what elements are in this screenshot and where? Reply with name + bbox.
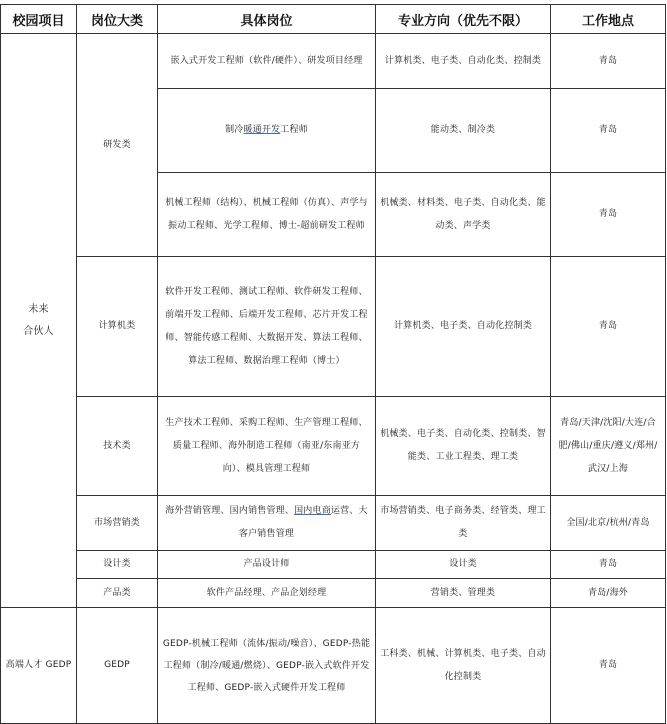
major-cell: 市场营销类、电子商务类、经管类、理工类: [376, 496, 551, 551]
table-row: [1, 397, 666, 496]
table-header-row: [1, 5, 666, 34]
location-cell: 青岛: [551, 34, 666, 89]
category-rd: 研发类: [77, 34, 158, 257]
position-text-post: 运营、大客户销售管理: [238, 506, 368, 539]
category-gedp: GEDP: [77, 608, 158, 724]
category-tech: 技术类: [77, 397, 158, 496]
table-row: [1, 496, 666, 551]
position-cell: 软件产品经理、产品企划经理: [158, 579, 376, 608]
category-computer: 计算机类: [77, 257, 158, 397]
category-product: 产品类: [77, 579, 158, 608]
program-gedp: 高端人才 GEDP: [1, 608, 77, 724]
table-row: [1, 34, 666, 89]
position-text-pre: 海外营销管理、国内销售管理、: [165, 506, 295, 516]
major-cell: 设计类: [376, 551, 551, 579]
major-cell: 机械类、材料类、电子类、自动化类、能动类、声学类: [376, 173, 551, 257]
major-cell: 计算机类、电子类、自动化类、控制类: [376, 34, 551, 89]
major-cell: 营销类、管理类: [376, 579, 551, 608]
position-text-pre: 制冷: [225, 125, 244, 135]
major-cell: 工科类、机械、计算机类、电子类、自动化控制类: [376, 608, 551, 724]
category-design: 设计类: [77, 551, 158, 579]
position-cell: GEDP-机械工程师（流体/振动/噪音）、GEDP-热能工程师（制冷/暖通/燃烧）、GEDP-嵌入式软件开发工程师、GEDP-嵌入式硬件开发工程师: [158, 608, 376, 724]
location-cell: 青岛: [551, 89, 666, 173]
program-future-partner: [1, 34, 77, 608]
header-major: 专业方向（优先不限）: [376, 5, 551, 34]
header-position: 具体岗位: [158, 5, 376, 34]
program-line-2: 合伙人: [23, 325, 54, 337]
table-row: [1, 257, 666, 397]
position-cell: [158, 496, 376, 551]
location-cell: 全国/北京/杭州/青岛: [551, 496, 666, 551]
program-line-1: 未来: [28, 303, 49, 315]
recruitment-table: [0, 4, 666, 724]
major-cell: 计算机类、电子类、自动化控制类: [376, 257, 551, 397]
position-cell: 产品设计师: [158, 551, 376, 579]
position-cell: 软件开发工程师、测试工程师、软件研发工程师、前端开发工程师、后端开发工程师、芯片开发工程师、智能传感工程师、大数据开发、算法工程师、算法工程师、数据治理工程师（博士）: [158, 257, 376, 397]
major-cell: 机械类、电子类、自动化类、控制类、智能类、工业工程类、理工类: [376, 397, 551, 496]
header-program: 校园项目: [1, 5, 77, 34]
table-row: [1, 608, 666, 724]
table-row: [1, 551, 666, 579]
location-cell: 青岛: [551, 608, 666, 724]
position-text-underlined: 国内电商: [294, 506, 331, 516]
table-row: [1, 579, 666, 608]
position-text-underlined: 暖通开发: [243, 125, 281, 135]
category-marketing: 市场营销类: [77, 496, 158, 551]
header-location: 工作地点: [551, 5, 666, 34]
location-cell: 青岛/海外: [551, 579, 666, 608]
position-cell: 嵌入式开发工程师（软件/硬件）、研发项目经理: [158, 34, 376, 89]
location-cell: 青岛: [551, 173, 666, 257]
location-cell: 青岛/天津/沈阳/大连/合肥/佛山/重庆/遵义/郑州/武汉/上海: [551, 397, 666, 496]
header-category: 岗位大类: [77, 5, 158, 34]
location-cell: 青岛: [551, 257, 666, 397]
position-cell: [158, 89, 376, 173]
position-text-post: 工程师: [280, 125, 308, 135]
location-cell: 青岛: [551, 551, 666, 579]
position-cell: 机械工程师（结构）、机械工程师（仿真）、声学与振动工程师、光学工程师、博士-超前研发工程师: [158, 173, 376, 257]
position-cell: 生产技术工程师、采购工程师、生产管理工程师、质量工程师、海外制造工程师（南亚/东南亚方向）、模具管理工程师: [158, 397, 376, 496]
major-cell: 能动类、制冷类: [376, 89, 551, 173]
